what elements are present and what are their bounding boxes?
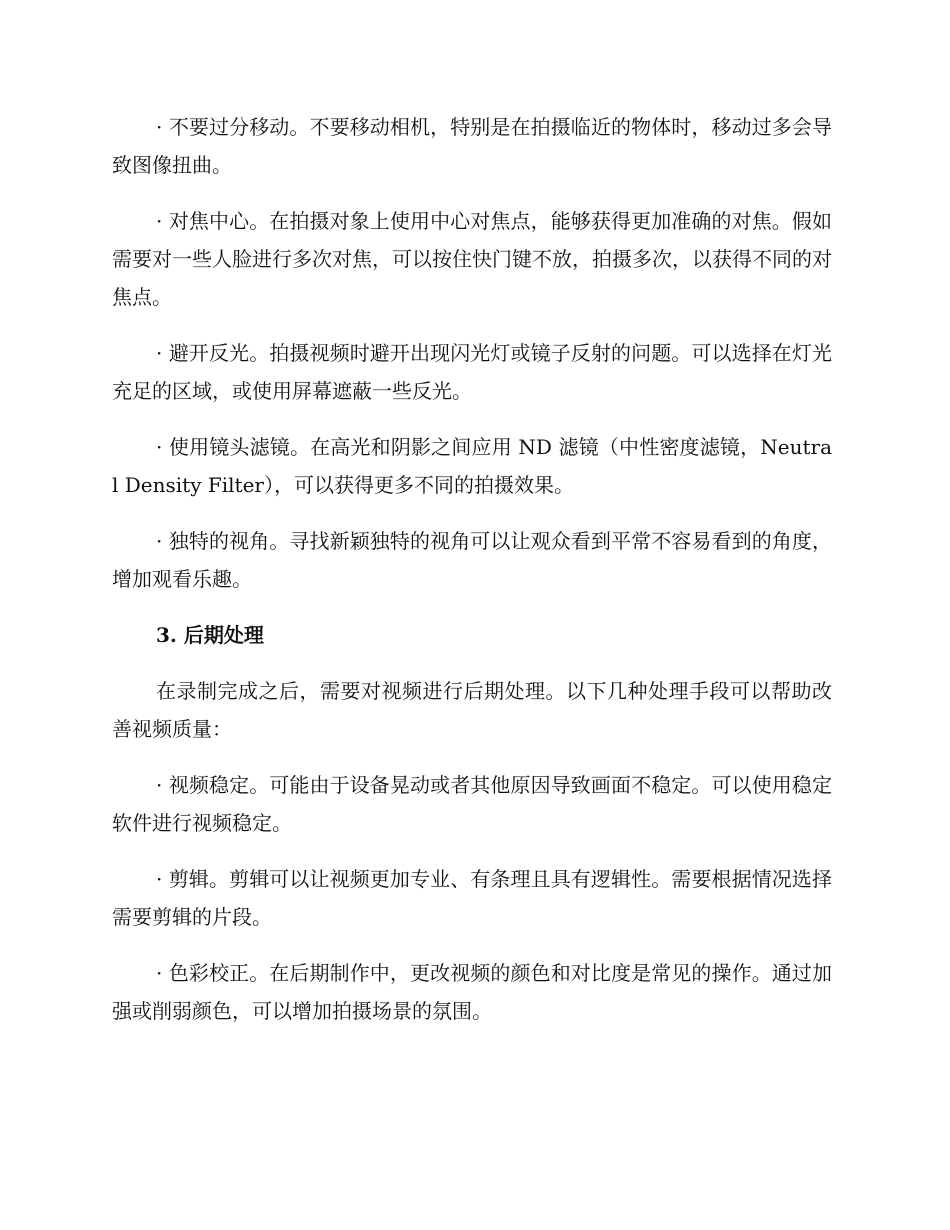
bullet-paragraph-editing: · 剪辑。剪辑可以让视频更加专业、有条理且具有逻辑性。需要根据情况选择需要剪辑的片段。 <box>112 867 832 929</box>
bullet-paragraph-stabilization: · 视频稳定。可能由于设备晃动或者其他原因导致画面不稳定。可以使用稳定软件进行视频稳定。 <box>112 773 832 835</box>
bullet-paragraph-focus-center: · 对焦中心。在拍摄对象上使用中心对焦点，能够获得更加准确的对焦。假如需要对一些人脸进行多次对焦，可以按住快门键不放，拍摄多次，以获得不同的对焦点。 <box>112 209 832 309</box>
bullet-paragraph-avoid-movement: · 不要过分移动。不要移动相机，特别是在拍摄临近的物体时，移动过多会导致图像扭曲。 <box>112 115 832 177</box>
document-page <box>112 108 832 1048</box>
section-heading-post-processing: 3. 后期处理 <box>156 623 264 647</box>
intro-paragraph-post-processing: 在录制完成之后，需要对视频进行后期处理。以下几种处理手段可以帮助改善视频质量： <box>112 679 832 741</box>
bullet-paragraph-lens-filter: · 使用镜头滤镜。在高光和阴影之间应用 ND 滤镜（中性密度滤镜，Neutral Density Filter），可以获得更多不同的拍摄效果。 <box>112 435 832 497</box>
bullet-paragraph-unique-angle: · 独特的视角。寻找新颖独特的视角可以让观众看到平常不容易看到的角度，增加观看乐趣。 <box>112 529 832 591</box>
bullet-paragraph-avoid-reflection: · 避开反光。拍摄视频时避开出现闪光灯或镜子反射的问题。可以选择在灯光充足的区域，或使用屏幕遮蔽一些反光。 <box>112 341 832 403</box>
bullet-paragraph-color-correction: · 色彩校正。在后期制作中，更改视频的颜色和对比度是常见的操作。通过加强或削弱颜色，可以增加拍摄场景的氛围。 <box>112 961 832 1023</box>
